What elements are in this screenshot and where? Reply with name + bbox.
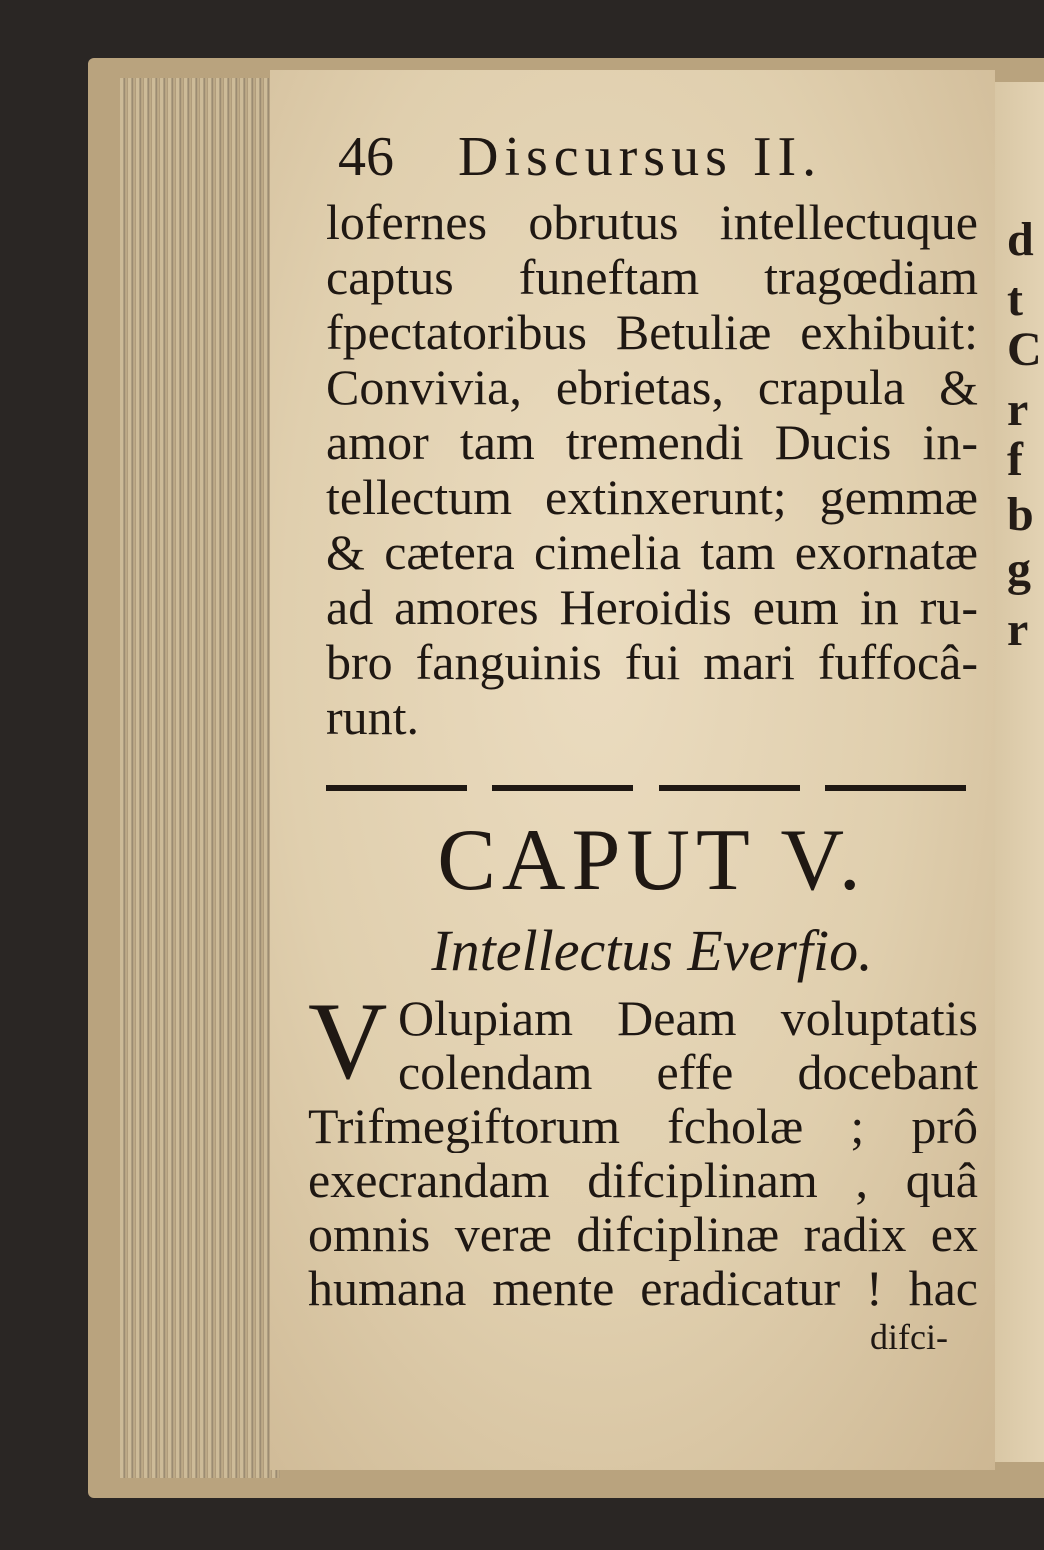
page-number: 46 — [338, 126, 394, 188]
rule-segment — [326, 785, 467, 791]
text-line: omnis veræ difciplinæ radix ex — [308, 1207, 978, 1261]
text-line: captus funeftam tragœdiam — [326, 250, 978, 305]
page-header — [308, 125, 978, 195]
section-rule — [326, 785, 966, 791]
chapter-title: CAPUT V. — [437, 812, 867, 909]
page-text — [308, 125, 978, 1359]
rule-segment — [825, 785, 966, 791]
drop-cap: V — [308, 980, 388, 1102]
text-line: lofernes obrutus intellectuque — [326, 195, 978, 250]
top-paragraph — [308, 195, 978, 745]
body-paragraph — [308, 980, 978, 1315]
text-line: colendam effe docebant — [398, 1045, 978, 1099]
chapter-subtitle: Intellectus Everfio. — [431, 918, 873, 983]
rule-segment — [492, 785, 633, 791]
running-head: Discursus II. — [458, 126, 823, 188]
text-line: fpectatoribus Betuliæ exhibuit: — [326, 305, 978, 360]
text-line: runt. — [326, 690, 420, 745]
catchword: difci- — [870, 1317, 948, 1357]
text-line: Convivia, ebrietas, crapula & — [326, 360, 978, 415]
facing-fragment: f — [1007, 433, 1023, 486]
text-line: Olupiam Deam voluptatis — [398, 991, 978, 1045]
facing-fragment: b — [1007, 488, 1034, 541]
facing-fragment: g — [1007, 543, 1031, 596]
text-line: ad amores Heroidis eum in ru- — [326, 580, 978, 635]
rule-segment — [659, 785, 800, 791]
text-line: bro fanguinis fui mari fuffocâ- — [326, 635, 978, 690]
text-line: humana mente eradicatur ! hac — [308, 1261, 978, 1315]
facing-fragment: t — [1007, 273, 1023, 326]
facing-fragment: r — [1007, 383, 1029, 436]
facing-fragment: r — [1007, 603, 1029, 656]
text-line: amor tam tremendi Ducis in- — [326, 415, 978, 470]
text-line: Trifmegiftorum fcholæ ; prô — [308, 1099, 978, 1153]
text-line: & cætera cimelia tam exornatæ — [326, 525, 978, 580]
text-line: tellectum extinxerunt; gemmæ — [326, 470, 978, 525]
text-line: execrandam difciplinam , quâ — [308, 1153, 978, 1207]
facing-fragment: d — [1007, 213, 1034, 266]
page-edges — [120, 78, 280, 1478]
facing-fragment: C — [1007, 323, 1042, 376]
